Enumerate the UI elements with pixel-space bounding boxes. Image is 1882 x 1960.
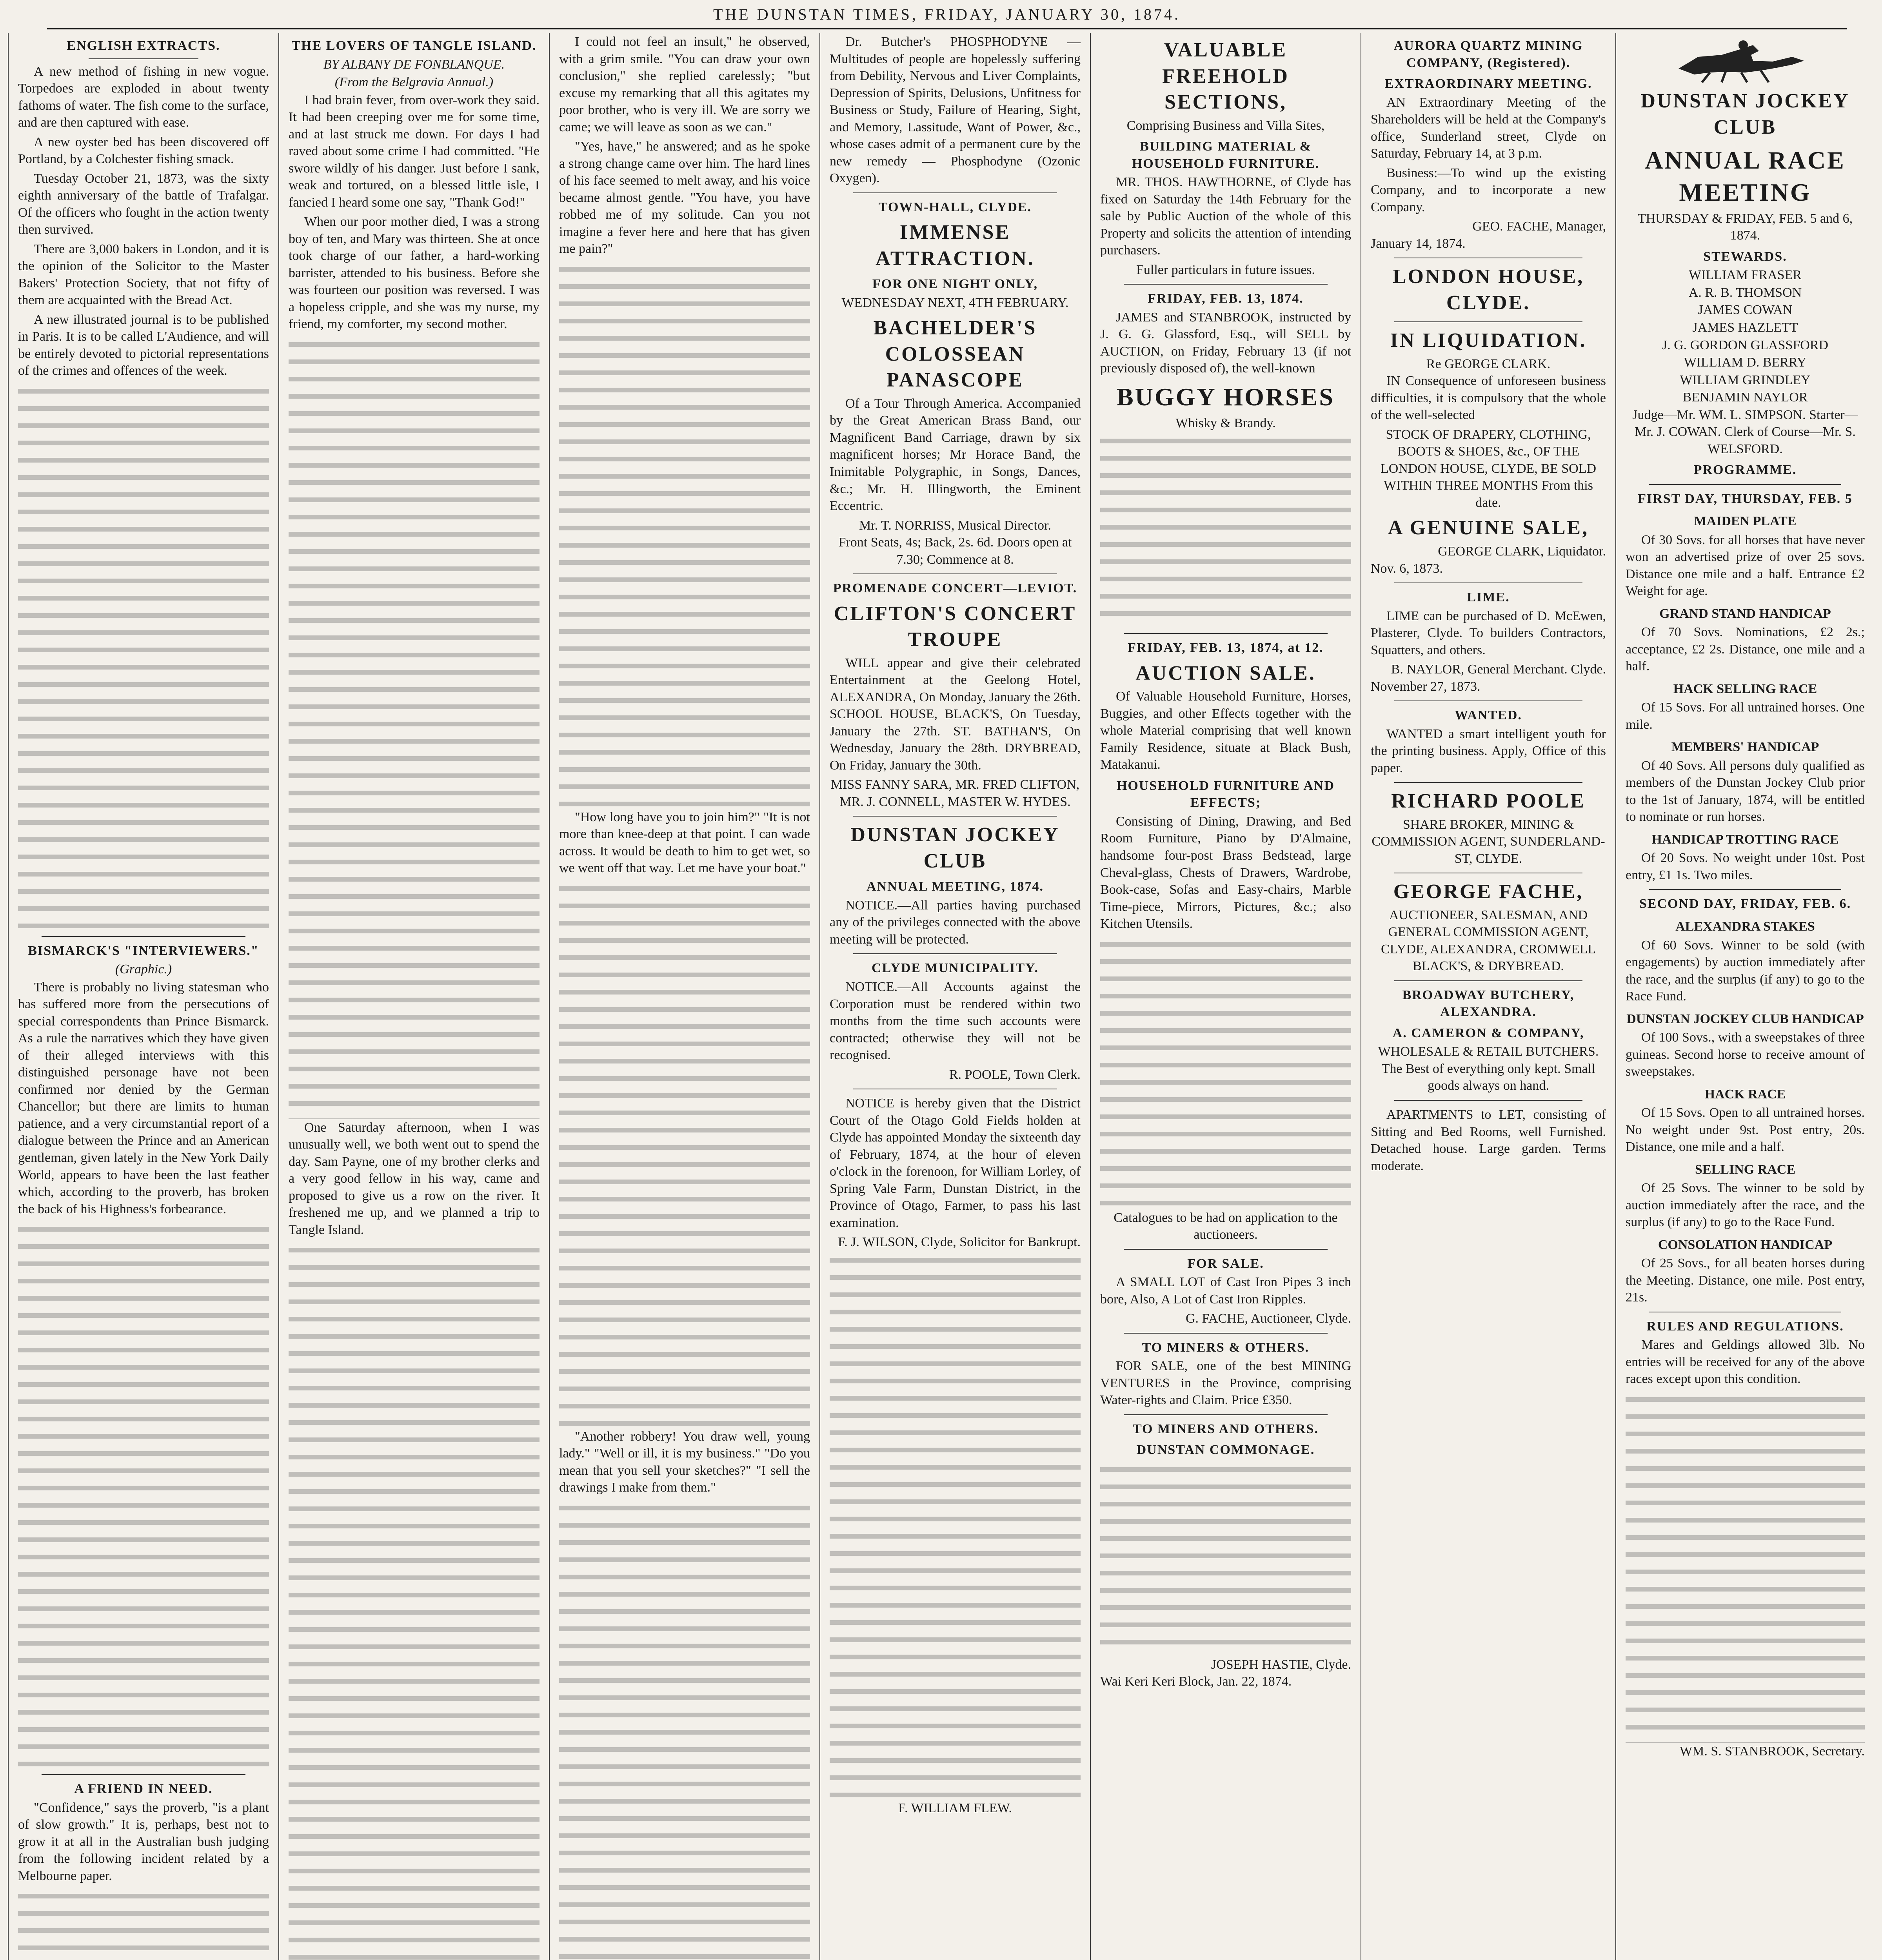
date: November 27, 1873. bbox=[1371, 679, 1481, 694]
divider bbox=[89, 58, 198, 59]
performers: MISS FANNY SARA, MR. FRED CLIFTON, MR. J. CONNELL, MASTER W. HYDES. bbox=[830, 777, 1080, 809]
text-body bbox=[1100, 935, 1351, 1209]
paragraph: Consisting of Dining, Drawing, and Bed Room Furniture, Piano by D'Almaine, handsome four-post Brass Bedstead, large Cheval-glass, Chests of Drawers, Wardrobe, Book-case, Sofas and Easy-chairs, Marble Time-piece, Mirrors, Pictures, &c.; also Kitchen Utensils. bbox=[1100, 814, 1351, 931]
heading-lovers: THE LOVERS OF TANGLE ISLAND. bbox=[291, 38, 537, 53]
column-6 bbox=[1361, 33, 1615, 1960]
heading-building-material: BUILDING MATERIAL & HOUSEHOLD FURNITURE. bbox=[1132, 139, 1320, 171]
divider bbox=[1394, 321, 1582, 322]
paragraph: MR. THOS. HAWTHORNE, of Clyde has fixed on Saturday the 14th February for the sale by Public Auction of the whole of this Property and solicits the attention of intending purchasers. bbox=[1100, 175, 1351, 258]
divider bbox=[853, 953, 1057, 954]
race-conditions: Of 25 Sovs., for all beaten horses during the Meeting. Distance, one mile. Post entry, 21s. bbox=[1626, 1256, 1865, 1305]
heading-extraordinary: EXTRAORDINARY MEETING. bbox=[1384, 76, 1592, 91]
paragraph: "Yes, have," he answered; and as he spoke a strong change came over him. The hard lines of his face seemed to melt away, and his voice became almost gentle. "You have, you have robbed me of my solitude. Can you not imagine a fever here and here that has given me pain?" bbox=[559, 139, 810, 256]
heading-immense-attraction: IMMENSE ATTRACTION. bbox=[876, 221, 1035, 270]
race-conditions: Of 30 Sovs. for all horses that have never won an advertised prize of over 25 sovs. Distance one mile and a half. Entrance £2 Weight for age. bbox=[1626, 532, 1865, 599]
heading-lime: LIME. bbox=[1467, 590, 1510, 605]
divider bbox=[1394, 1100, 1582, 1101]
paragraph: NOTICE.—All parties having purchased any of the privileges connected with the above meeting will be protected. bbox=[830, 898, 1081, 947]
footer-note: Wai Keri Keri Block, Jan. 22, 1874. bbox=[1100, 1674, 1292, 1689]
heading-dunstan-jockey: DUNSTAN JOCKEY CLUB bbox=[1640, 90, 1850, 138]
date: Nov. 6, 1873. bbox=[1371, 561, 1443, 576]
prices: Front Seats, 4s; Back, 2s. 6d. Doors open at 7.30; Commence at 8. bbox=[838, 535, 1072, 567]
race-title: HANDICAP TROTTING RACE bbox=[1651, 832, 1839, 847]
signature: G. FACHE, Auctioneer, Clyde. bbox=[1185, 1311, 1351, 1326]
heading-commonage: DUNSTAN COMMONAGE. bbox=[1136, 1443, 1315, 1457]
heading-george-fache: GEORGE FACHE, bbox=[1393, 880, 1584, 903]
paragraph: The Best of everything only kept. Small goods always on hand. bbox=[1381, 1061, 1595, 1093]
steward-name: WILLIAM GRINDLEY bbox=[1680, 372, 1811, 387]
text-body bbox=[559, 1499, 810, 1960]
race-conditions: Of 15 Sovs. For all untrained horses. One mile. bbox=[1626, 700, 1865, 732]
text-body bbox=[18, 1220, 269, 1769]
note: Fuller particulars in future issues. bbox=[1136, 262, 1315, 277]
heading-richard-poole: RICHARD POOLE bbox=[1391, 790, 1586, 813]
masthead-title: THE DUNSTAN TIMES, FRIDAY, JANUARY 30, 1874. bbox=[713, 5, 1181, 23]
column-1 bbox=[8, 33, 278, 1960]
column-4 bbox=[819, 33, 1090, 1960]
paragraph: NOTICE is hereby given that the District Court of the Otago Gold Fields holden at Clyde has appointed Monday the sixteenth day of February, 1874, at the hour of eleven o'clock in the forenoon, for William Lorley, of Spring Vale Farm, Dunstan District, in the Province of Otago, Farmer, to pass his last examination. bbox=[830, 1096, 1081, 1230]
divider bbox=[42, 936, 245, 937]
source-credit: (Graphic.) bbox=[115, 962, 172, 977]
subheading: WHOLESALE & RETAIL BUTCHERS. bbox=[1378, 1044, 1599, 1059]
heading-household: HOUSEHOLD FURNITURE AND EFFECTS; bbox=[1116, 778, 1335, 810]
paragraph: "Another robbery! You draw well, young lady." "Well or ill, it is my business." "Do you mean that you sell your sketches?" "I sell the drawings I make from them." bbox=[559, 1429, 810, 1495]
race-conditions: Of 100 Sovs., with a sweepstakes of three guineas. Second horse to receive amount of sweepstakes. bbox=[1626, 1030, 1865, 1079]
heading-aurora: AURORA QUARTZ MINING COMPANY, (Registered). bbox=[1393, 38, 1583, 70]
steward-name: JAMES COWAN bbox=[1698, 303, 1793, 318]
heading-panascope: BACHELDER'S COLOSSEAN PANASCOPE bbox=[873, 317, 1037, 392]
paragraph: I could not feel an insult," he observed, with a grim smile. "You can draw your own conclusion," she replied carelessly; "but excuse my remarking that all this agitates my poor brother, who is very ill. We are sorry we came; we will leave as soon as we can." bbox=[559, 34, 810, 134]
text-body bbox=[18, 382, 269, 931]
paragraph: A new illustrated journal is to be published in Paris. It is to be called L'Audience, and will be entirely devoted to pictorial representations of the crimes and offences of the week. bbox=[18, 312, 269, 378]
divider bbox=[853, 573, 1057, 574]
paragraph: Of Valuable Household Furniture, Horses, Buggies, and other Effects together with the whole Material comprising that well known Family Residence, situate at Black Bush, Matakanui. bbox=[1100, 689, 1351, 772]
steward-name: J. G. GORDON GLASSFORD bbox=[1662, 338, 1829, 352]
heading-friday: FRIDAY, FEB. 13, 1874. bbox=[1148, 291, 1304, 306]
divider bbox=[42, 1774, 245, 1775]
byline: BY ALBANY DE FONBLANQUE. bbox=[323, 57, 505, 72]
subheading: SHARE BROKER, MINING & COMMISSION AGENT, SUNDERLAND-ST, CLYDE. bbox=[1372, 817, 1605, 866]
divider bbox=[1394, 980, 1582, 981]
text-body bbox=[559, 879, 810, 1428]
advert-phosphodyne: Dr. Butcher's PHOSPHODYNE — Multitudes of people are hopelessly suffering from Debility, Nervous and Liver Complaints, Depression of Spirits, Delusions, Unfitness for Business or Study, Failure of Hearing, Sight, and Memory, Lassitude, Want of Power, &c., whose cases admit of a permanent cure by the new remedy — Phosphodyne (Ozonic Oxygen). bbox=[830, 34, 1081, 186]
heading-auction-sale: AUCTION SALE. bbox=[1135, 662, 1316, 684]
race-title: CONSOLATION HANDICAP bbox=[1658, 1237, 1833, 1252]
paragraph: When our poor mother died, I was a strong boy of ten, and Mary was thirteen. She at once took charge of our father, a hard-working barrister, attended to his business. Before she was fourteen our position was reversed. I was a hopeless cripple, and she was my nurse, my friend, my comforter, my second mother. bbox=[289, 214, 540, 332]
steward-name: A. R. B. THOMSON bbox=[1688, 285, 1802, 300]
paragraph: A new oyster bed has been discovered off Portland, by a Colchester fishing smack. bbox=[18, 134, 269, 167]
race-conditions: Of 40 Sovs. All persons duly qualified as members of the Dunstan Jockey Club prior to the 1st of January, 1874, will be entitled to nominate or run horses. bbox=[1626, 758, 1865, 824]
paragraph: There is probably no living statesman who has suffered more from the persecutions of special correspondents than Prince Bismarck. As a rule the narratives which they have given of their alleged interviews with this distinguished personage have not been confirmed nor denied by the German Chancellor; but there are limits to human patience, and a very circumstantial report of a dialogue between the Prince and an American gentleman, given lately in the New York Daily World, appears to have been the last feather which, according to the proverb, has broken the back of his Highness's forbearance. bbox=[18, 980, 269, 1216]
steward-name: WILLIAM FRASER bbox=[1688, 268, 1802, 283]
text-body bbox=[289, 1241, 540, 1960]
paragraph: Of a Tour Through America. Accompanied by the Great American Brass Band, our Magnificent Band Carriage, drawn by six magnificent horses; Mr Horace Band, the Inimitable Polygraphic, in Songs, Dances, &c.; Mr. H. Illingworth, the Eminent Eccentric. bbox=[830, 396, 1081, 514]
paragraph: Business:—To wind up the existing Company, and to incorporate a new Company. bbox=[1371, 165, 1606, 214]
heading-for-sale: FOR SALE. bbox=[1187, 1256, 1264, 1271]
heading-promenade: PROMENADE CONCERT—LEVIOT. bbox=[833, 581, 1077, 596]
heading-first-day: FIRST DAY, THURSDAY, FEB. 5 bbox=[1638, 491, 1853, 506]
heading-bismarck: BISMARCK'S "INTERVIEWERS." bbox=[28, 943, 259, 958]
source-credit: (From the Belgravia Annual.) bbox=[334, 75, 494, 90]
divider bbox=[1649, 484, 1841, 485]
race-dates: THURSDAY & FRIDAY, FEB. 5 and 6, 1874. bbox=[1637, 211, 1853, 243]
note: Catalogues to be had on application to the auctioneers. bbox=[1114, 1210, 1338, 1242]
race-title: MAIDEN PLATE bbox=[1694, 514, 1797, 529]
column-2 bbox=[278, 33, 549, 1960]
signature: R. POOLE, Town Clerk. bbox=[949, 1067, 1081, 1082]
subheading: Comprising Business and Villa Sites, bbox=[1126, 118, 1325, 133]
column-5 bbox=[1090, 33, 1361, 1960]
paragraph: Mares and Geldings allowed 3lb. No entries will be received for any of the above races except upon this condition. bbox=[1626, 1338, 1865, 1387]
heading-london-house: LONDON HOUSE, CLYDE. bbox=[1392, 265, 1584, 314]
heading-friend-in-need: A FRIEND IN NEED. bbox=[74, 1782, 213, 1797]
race-title: MEMBERS' HANDICAP bbox=[1671, 740, 1819, 755]
steward-name: JAMES HAZLETT bbox=[1692, 320, 1798, 335]
racehorse-logo bbox=[1663, 33, 1828, 84]
heading-genuine-sale: A GENUINE SALE, bbox=[1388, 517, 1589, 539]
director: Mr. T. NORRISS, Musical Director. bbox=[859, 518, 1051, 533]
divider bbox=[1124, 1414, 1328, 1415]
text-body bbox=[1100, 432, 1351, 628]
text-body bbox=[1100, 1460, 1351, 1656]
race-conditions: Of 25 Sovs. The winner to be sold by auction immediately after the race, and the surplus (if any) to go to the Race Fund. bbox=[1626, 1181, 1865, 1230]
heading-programme: PROGRAMME. bbox=[1693, 463, 1797, 477]
paragraph: WANTED a smart intelligent youth for the printing business. Apply, Office of this paper. bbox=[1371, 726, 1606, 775]
divider bbox=[1124, 633, 1328, 634]
paragraph: "Confidence," says the proverb, "is a plant of slow growth." It is, perhaps, best not to grow it at all in the Australian bush judging from the following incident related by a Melbourne paper. bbox=[18, 1800, 269, 1883]
column-7 bbox=[1615, 33, 1874, 1960]
heading-broadway: BROADWAY BUTCHERY, ALEXANDRA. bbox=[1402, 987, 1575, 1020]
text-body bbox=[1626, 1390, 1865, 1743]
heading-annual-race: ANNUAL RACE MEETING bbox=[1645, 146, 1846, 206]
signature: JOSEPH HASTIE, Clyde. bbox=[1211, 1657, 1351, 1672]
text-body bbox=[289, 335, 540, 1119]
divider bbox=[853, 816, 1057, 817]
paragraph: AN Extraordinary Meeting of the Shareholders will be held at the Company's office, Sunderland street, Clyde on Saturday, February 14, at 3 p.m. bbox=[1371, 95, 1606, 161]
paragraph: I had brain fever, from over-work they said. It had been creeping over me for some time, and at last struck me down. For days I had raved about some crime I had committed. "He swore wildly of his danger. Just before I sank, weak and tortured, on a blessed little isle, I fancied I heard some one say, "Thank God!" bbox=[289, 93, 540, 210]
signature: F. WILLIAM FLEW. bbox=[898, 1800, 1012, 1815]
heading-freehold: VALUABLE FREEHOLD SECTIONS, bbox=[1162, 39, 1289, 114]
steward-name: BENJAMIN NAYLOR bbox=[1682, 390, 1808, 405]
heading-town-hall: TOWN-HALL, CLYDE. bbox=[878, 200, 1032, 214]
race-conditions: Of 60 Sovs. Winner to be sold (with engagements) by auction immediately after the race, and the surplus (if any) to go to the Race Fund. bbox=[1626, 938, 1865, 1004]
paragraph: WILL appear and give their celebrated Entertainment at the Geelong Hotel, ALEXANDRA, On Monday, January the 26th. SCHOOL HOUSE, BLACK'S, On Tuesday, January the 27th. ST. BATHAN'S, On Wednesday, January the 28th. DRYBREAD, On Friday, January the 30th. bbox=[830, 655, 1081, 773]
subheading: Whisky & Brandy. bbox=[1175, 416, 1276, 430]
race-title: GRAND STAND HANDICAP bbox=[1659, 606, 1831, 621]
paragraph: A new method of fishing in new vogue. Torpedoes are exploded in about twenty fathoms of water. The fish come to the surface, and are then captured with ease. bbox=[18, 64, 269, 130]
masthead bbox=[47, 0, 1847, 29]
paragraph: APARTMENTS to LET, consisting of Sitting and Bed Rooms, well Furnished. Detached house. Large garden. Terms moderate. bbox=[1371, 1107, 1606, 1173]
race-title: HACK SELLING RACE bbox=[1673, 681, 1817, 696]
text-body bbox=[18, 1887, 269, 1960]
text-body bbox=[559, 260, 810, 809]
divider bbox=[853, 192, 1057, 193]
event-date: WEDNESDAY NEXT, 4TH FEBRUARY. bbox=[841, 295, 1069, 310]
column-3 bbox=[549, 33, 819, 1960]
race-title: HACK RACE bbox=[1704, 1087, 1786, 1102]
paragraph: Tuesday October 21, 1873, was the sixty eighth anniversary of the battle of Trafalgar. Of the officers who fought in the action twenty then survived. bbox=[18, 171, 269, 237]
heading-clifton: CLIFTON'S CONCERT TROUPE bbox=[834, 602, 1077, 651]
race-conditions: Of 70 Sovs. Nominations, £2 2s.; acceptance, £2 2s. Distance, one mile and a half. bbox=[1626, 625, 1865, 674]
date: January 14, 1874. bbox=[1371, 236, 1466, 251]
paragraph: "How long have you to join him?" "It is not more than knee-deep at that point. I can wade across. It would be death to him to get wet, so we went off that way. Let me have your boat." bbox=[559, 809, 810, 876]
divider bbox=[1124, 1249, 1328, 1250]
heading-annual-meeting: ANNUAL MEETING, 1874. bbox=[867, 879, 1044, 894]
heading-stewards: STEWARDS. bbox=[1703, 249, 1787, 264]
divider bbox=[1649, 889, 1841, 890]
race-title: ALEXANDRA STAKES bbox=[1675, 919, 1815, 934]
heading-one-night: FOR ONE NIGHT ONLY, bbox=[872, 277, 1038, 292]
signature: GEO. FACHE, Manager, bbox=[1472, 219, 1606, 234]
signature: B. NAYLOR, General Merchant. Clyde. bbox=[1391, 662, 1606, 677]
paragraph: JAMES and STANBROOK, instructed by J. G. G. Glassford, Esq., will SELL by AUCTION, on Friday, February 13 (if not previously disposed of), the well-known bbox=[1100, 310, 1351, 376]
heading-friday-12: FRIDAY, FEB. 13, 1874, at 12. bbox=[1128, 641, 1324, 655]
divider bbox=[1124, 284, 1328, 285]
race-title: SELLING RACE bbox=[1695, 1162, 1795, 1177]
paragraph: A SMALL LOT of Cast Iron Pipes 3 inch bore, Also, A Lot of Cast Iron Ripples. bbox=[1100, 1275, 1351, 1307]
heading-jockey-club: DUNSTAN JOCKEY CLUB bbox=[850, 824, 1060, 872]
heading-liquidation: IN LIQUIDATION. bbox=[1390, 329, 1587, 352]
officials: Judge—Mr. WM. L. SIMPSON. Starter—Mr. J. COWAN. Clerk of Course—Mr. S. WELSFORD. bbox=[1632, 407, 1858, 456]
race-title: DUNSTAN JOCKEY CLUB HANDICAP bbox=[1626, 1011, 1864, 1026]
signature: F. J. WILSON, Clyde, Solicitor for Bankrupt. bbox=[837, 1235, 1081, 1250]
paragraph: NOTICE.—All Accounts against the Corporation must be rendered within two months from the time such accounts were contracted; otherwise they will not be recognised. bbox=[830, 980, 1081, 1063]
race-conditions: Of 15 Sovs. Open to all untrained horses. No weight under 9st. Post entry, 20s. Distance, one mile and a half. bbox=[1626, 1105, 1865, 1154]
paragraph: There are 3,000 bakers in London, and it is the opinion of the Solicitor to the Master Bakers' Protection Society, that not fifty of them are acquainted with the Bread Act. bbox=[18, 241, 269, 308]
heading-rules: RULES AND REGULATIONS. bbox=[1646, 1319, 1844, 1334]
signature: WM. S. STANBROOK, Secretary. bbox=[1680, 1744, 1865, 1759]
heading-wanted: WANTED. bbox=[1455, 708, 1522, 723]
divider bbox=[1394, 782, 1582, 783]
paragraph: STOCK OF DRAPERY, CLOTHING, BOOTS & SHOES, &c., OF THE LONDON HOUSE, CLYDE, BE SOLD WITHIN THREE MONTHS From this date. bbox=[1380, 427, 1597, 510]
heading-english-extracts: ENGLISH EXTRACTS. bbox=[67, 38, 220, 53]
paragraph: One Saturday afternoon, when I was unusually well, we both went out to spend the day. Sam Payne, one of my brother clerks and a very good fellow in his way, came and proposed to give us a row on the river. It freshened me up, and we planned a trip to Tangle Island. bbox=[289, 1120, 540, 1237]
heading-miners: TO MINERS & OTHERS. bbox=[1142, 1340, 1310, 1355]
heading-municipality: CLYDE MUNICIPALITY. bbox=[872, 961, 1039, 976]
subheading: AUCTIONEER, SALESMAN, AND GENERAL COMMISSION AGENT, CLYDE, ALEXANDRA, CROMWELL BLACK'S, & DRYBREAD. bbox=[1381, 907, 1596, 974]
paragraph: IN Consequence of unforeseen business difficulties, it is compulsory that the whole of the well-selected bbox=[1371, 374, 1606, 423]
subheading: Re GEORGE CLARK. bbox=[1426, 356, 1551, 371]
heading-cameron: A. CAMERON & COMPANY, bbox=[1392, 1025, 1584, 1040]
heading-miners-2: TO MINERS AND OTHERS. bbox=[1132, 1421, 1319, 1436]
race-conditions: Of 20 Sovs. No weight under 10st. Post entry, £1 1s. Two miles. bbox=[1626, 851, 1865, 882]
divider bbox=[1124, 1333, 1328, 1334]
signature: GEORGE CLARK, Liquidator. bbox=[1438, 544, 1606, 559]
heading-buggy-horses: BUGGY HORSES bbox=[1117, 383, 1335, 411]
steward-name: WILLIAM D. BERRY bbox=[1684, 355, 1807, 370]
heading-second-day: SECOND DAY, FRIDAY, FEB. 6. bbox=[1639, 897, 1851, 911]
paragraph: LIME can be purchased of D. McEwen, Plasterer, Clyde. To builders Contractors, Squatters, and others. bbox=[1371, 608, 1606, 657]
paragraph: FOR SALE, one of the best MINING VENTURES in the Province, comprising Water-rights and Claim. Price £350. bbox=[1100, 1359, 1351, 1408]
text-body bbox=[830, 1251, 1081, 1800]
